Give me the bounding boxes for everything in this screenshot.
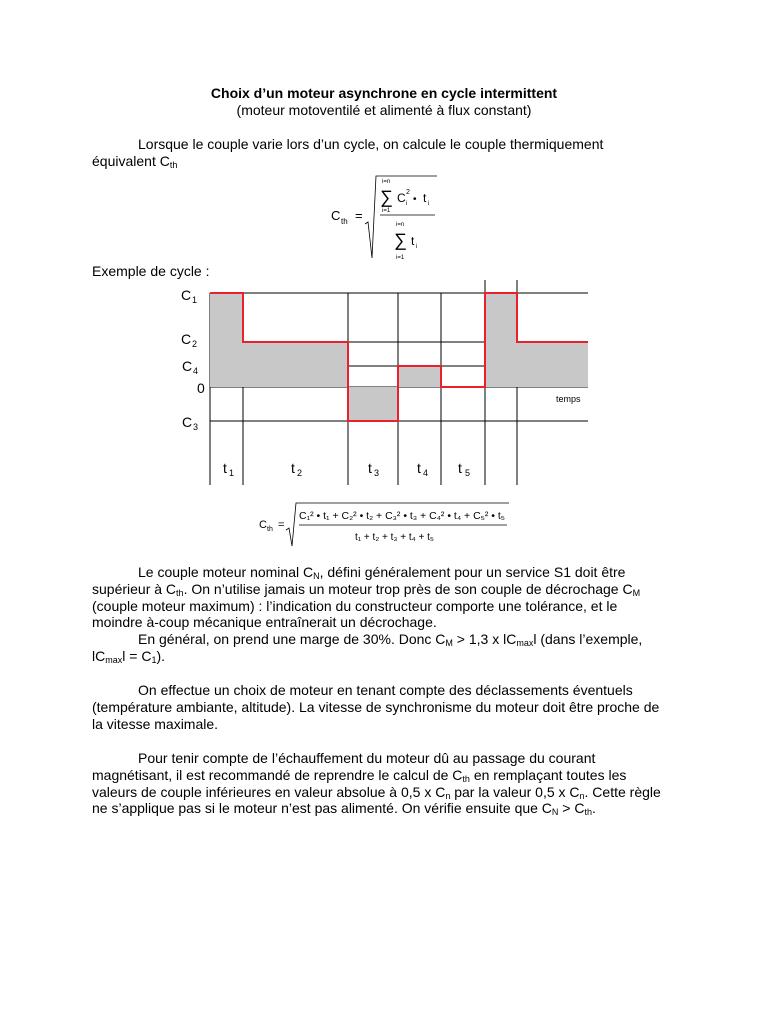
formula-ex-lhs: C	[259, 519, 267, 531]
num-c: C	[397, 191, 406, 205]
p4-a-sub: th	[462, 773, 470, 784]
p4-c-sub: n	[579, 790, 585, 801]
p1-c-sub: M	[632, 587, 641, 598]
y-label-zero: 0	[197, 380, 205, 396]
formula-lhs-sub: th	[341, 217, 348, 226]
p2-e: ).	[156, 647, 166, 664]
num-t: t	[423, 191, 427, 205]
example-label: Exemple de cycle :	[92, 263, 210, 279]
document-title: Choix d’un moteur asynchrone en cycle intermittent	[210, 85, 558, 101]
p2-b: > 1,3 x lC	[452, 631, 517, 648]
sum-symbol-num: ∑	[380, 187, 393, 207]
p4-e-sub: th	[584, 807, 593, 818]
formula-ex-equals: =	[278, 519, 285, 531]
t-label-1: t	[223, 460, 227, 476]
p2-c-sub: max	[105, 654, 123, 665]
p3-text: On effectue un choix de moteur en tenant compte des déclassements éventuels (température ambiante, altitude). La vitesse de synchronisme du moteur doit être proche de la vitesse maximale.	[92, 682, 660, 732]
sum-upper-den: i=n	[396, 222, 405, 228]
y-label-c1: C	[181, 287, 192, 303]
p2-d: l = C	[122, 647, 152, 664]
y-label-c4: C	[182, 358, 193, 374]
formula-ex-lhs-sub: th	[267, 526, 273, 533]
t-label-2: t	[291, 460, 295, 476]
t-label-3-sub: 3	[374, 468, 380, 478]
p4-d: . Cette règle ne s’applique pas si le moteur n’est pas alimenté. On vérifie ensuite que C	[92, 783, 661, 817]
t-label-3: t	[368, 460, 372, 476]
segment-fill-1	[210, 293, 243, 387]
formula-lhs: C	[331, 208, 341, 223]
p2-b-sub: max	[516, 638, 534, 649]
formula-ex-denominator: t₁ + t₂ + t₃ + t₄ + t₅	[355, 532, 434, 543]
p4-d-sub: N	[551, 807, 559, 818]
y-label-c3-sub: 3	[193, 422, 199, 432]
formula-general	[325, 168, 445, 264]
num-dot: •	[413, 194, 417, 205]
intro-text: Lorsque le couple varie lors d’un cycle, on calcule le couple thermiquement équivalent C	[92, 136, 604, 169]
y-label-c4-sub: 4	[193, 366, 199, 376]
p4-c: par la valeur 0,5 x C	[450, 783, 580, 800]
sum-symbol-den: ∑	[394, 230, 407, 250]
t-label-4: t	[417, 460, 421, 476]
p2-a: En général, on prend une marge de 30%. Donc C	[138, 631, 446, 648]
segment-fill-3	[348, 387, 398, 421]
p1-d: (couple moteur maximum) : l’indication du constructeur comporte une tolérance, et le moindre à-coup mécanique entraînerait un décrochage.	[92, 597, 618, 631]
p1-b-sub: th	[176, 587, 184, 598]
t-label-5-sub: 5	[465, 468, 471, 478]
den-t: t	[411, 234, 415, 248]
segment-fill-7	[517, 342, 588, 387]
den-t-sub: i	[416, 244, 418, 250]
formula-equals: =	[355, 208, 363, 223]
sum-upper-num: i=n	[382, 179, 391, 185]
paragraph-nominal-torque	[92, 564, 662, 665]
formula-ex-numerator: C₁² • t₁ + C₂² • t₂ + C₃² • t₃ + C₄² • t₄ + C₅² • t₅	[299, 511, 505, 522]
p2-a-sub: M	[445, 638, 453, 649]
p4-f: .	[592, 800, 596, 817]
intro-sub: th	[169, 159, 178, 170]
x-axis-label-temps: temps	[556, 394, 581, 404]
document-subtitle: (moteur motoventilé et alimenté à flux constant)	[236, 102, 532, 118]
p1-b: , défini généralement pour un service S1 doit être supérieur à C	[92, 564, 626, 597]
p1-c: . On n’utilise jamais un moteur trop près de son couple de décrochage C	[183, 580, 633, 597]
sum-lower-num: i=1	[382, 208, 391, 214]
t-label-1-sub: 1	[229, 468, 235, 478]
t-label-5: t	[458, 460, 462, 476]
p4-b-sub: n	[445, 790, 451, 801]
num-c-sub: i	[406, 201, 408, 207]
segment-fill-4	[398, 366, 441, 387]
t-label-4-sub: 4	[423, 468, 429, 478]
num-t-sub: i	[428, 201, 430, 207]
paragraph-derating	[92, 682, 662, 732]
cycle-chart	[170, 280, 600, 490]
p1-a-sub: N	[313, 571, 320, 581]
y-label-c3: C	[182, 414, 193, 430]
p1-a: Le couple moteur nominal C	[138, 564, 314, 580]
formula-example	[255, 500, 515, 550]
p2-c: l (dans l’exemple, lC	[92, 631, 643, 664]
p2-d-sub: 1	[151, 654, 157, 665]
t-label-2-sub: 2	[297, 468, 303, 478]
y-label-c1-sub: 1	[192, 295, 198, 305]
segment-fill-6	[485, 293, 517, 387]
p4-a: Pour tenir compte de l’échauffement du moteur dû au passage du courant magnétisant, il est recommandé de reprendre le calcul de C	[92, 750, 596, 783]
intro-paragraph	[92, 136, 662, 170]
paragraph-magnetizing	[92, 750, 662, 817]
sum-lower-den: i=1	[396, 255, 405, 261]
y-label-c2-sub: 2	[192, 339, 198, 349]
p4-b: en remplaçant toutes les valeurs de couple inférieures en valeur absolue à 0,5 x C	[92, 766, 627, 800]
segment-fill-2	[243, 342, 348, 387]
num-c-sup: 2	[406, 189, 410, 196]
p4-e: > C	[558, 800, 585, 817]
y-label-c2: C	[181, 331, 192, 347]
